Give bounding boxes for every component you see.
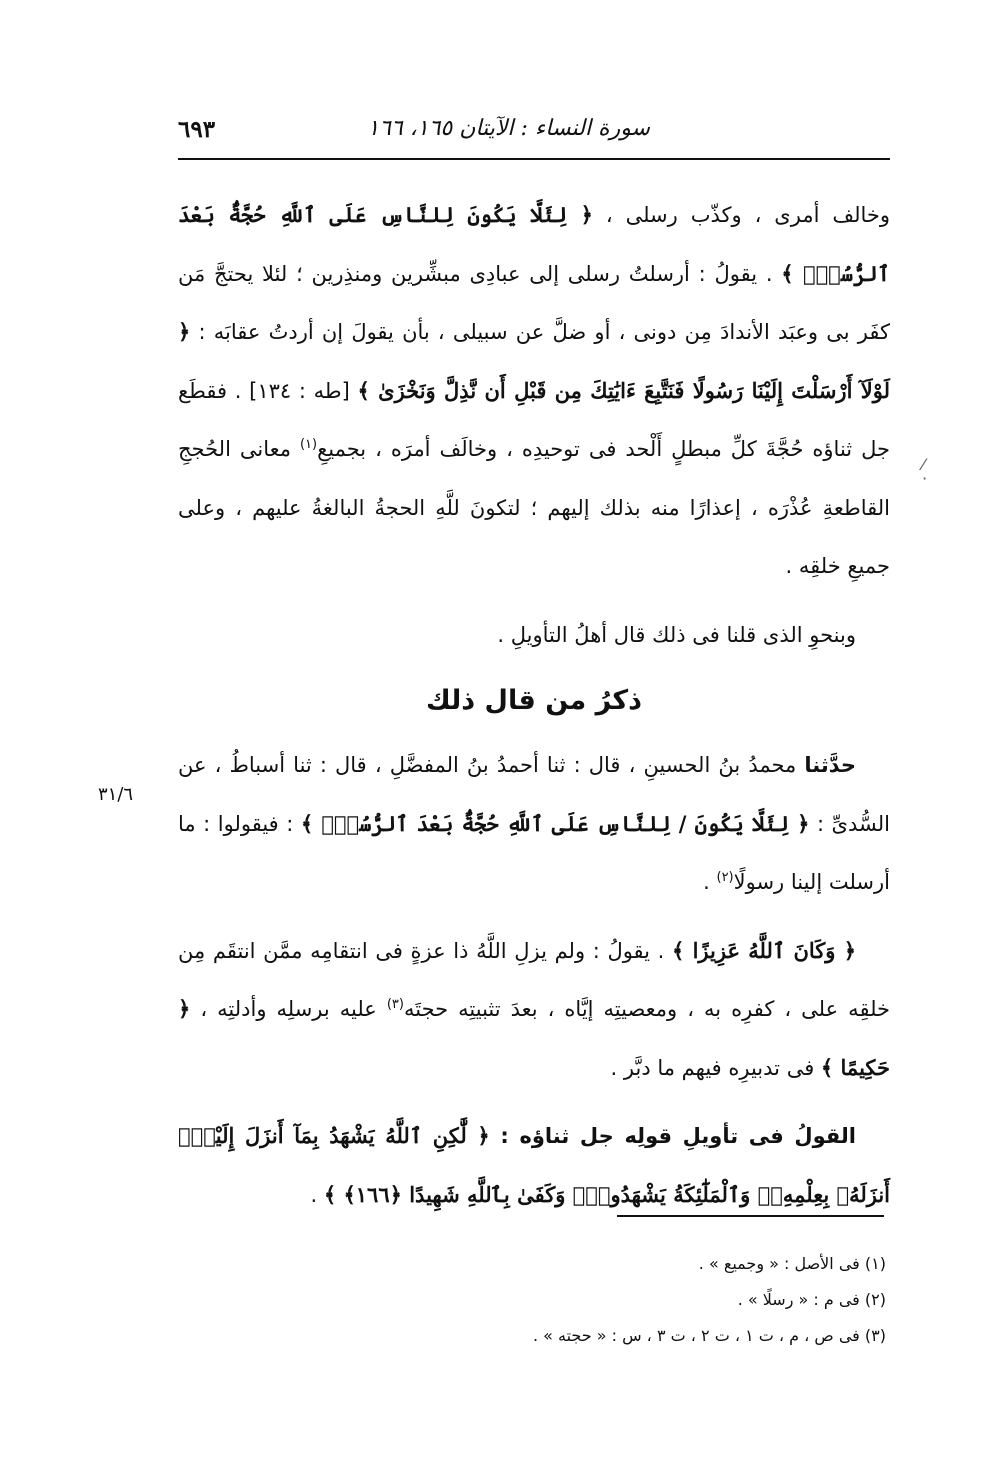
footnote-2: (٢) فى م : « رسلًا » . [737, 1290, 886, 1309]
text-run: محمدُ بنُ الحسينِ ، قال : ثنا أحمدُ بنُ المفضَّلِ ، قال : ثنا أسباطُ ، عن السُّدىِّ : [178, 753, 890, 836]
text-run: : فيقولوا : ما أرسلت إلينا رسولًا [178, 811, 890, 894]
text-run: معانى الحُججِ القاطعةِ عُذْرَه ، إعذارًا منه بذلك إليهم ؛ لتكونَ للَّهِ الحجةُ البالغةُ عليهم ، وعلى جميعِ خلقِه . [178, 437, 890, 578]
quran-quote: ﴿ لَوْلَآ أَرْسَلْتَ إِلَيْنَا رَسُولًا فَنَتَّبِعَ ءَايَٰتِكَ مِن قَبْلِ أَن نَّذِلَّ وَنَخْزَىٰ ﴾ [178, 319, 890, 403]
quran-quote: ﴿ لِئَلَّا يَكُونَ لِلنَّاسِ عَلَى ٱللَّهِ حُجَّةٌۢ بَعْدَ ٱلرُّسُلِۚ ﴾ [178, 202, 890, 286]
footnotes [178, 1246, 886, 1354]
main-text [178, 186, 890, 1224]
quran-quote: ﴿ وَكَانَ ٱللَّهُ عَزِيزًا ﴾ [672, 937, 856, 963]
text-run: . [703, 870, 717, 894]
paragraph-2: وبنحوِ الذى قلنا فى ذلك قال أهلُ التأويلِ . [497, 622, 856, 647]
quran-quote: ﴿ لَّٰكِنِ ٱللَّهُ يَشْهَدُ بِمَآ أَنزَلَ إِلَيْكَۖ أَنزَلَهُۥ بِعِلْمِهِۦۖ وَٱلْمَلَٰٓئِكَةُ يَشْهَدُونَۚ وَكَفَىٰ بِٱللَّهِ شَهِيدًا ﴿١٦٦﴾ ﴾ [178, 1123, 890, 1207]
page-number: ٦٩٣ [178, 116, 216, 143]
text-run: . يقولُ : أرسلتُ رسلى إلى عبادِى مبشِّرين ومنذِرين ؛ لئلا يحتجَّ مَن كفَر بى وعبَد الأندادَ مِن دونى ، أو ضلَّ عن سبيلى ، بأن يقولَ إن أردتُ عقابَه : [178, 261, 890, 344]
header-rule [178, 158, 890, 160]
text-run: عليه برسلِه وأدلتِه ، [190, 997, 387, 1021]
footnote-rule [617, 1215, 884, 1217]
section-lead: القولُ فى تأويلِ قولِه جل ثناؤه : [489, 1124, 856, 1148]
margin-volume-page-reference: ٣١/٦ [98, 784, 134, 805]
footnote-marker-3[interactable]: (٣) [386, 997, 404, 1012]
narration-lead: حدَّثنا [804, 753, 856, 777]
text-run: [طه : ١٣٤] . فقطَع جل ثناؤه حُجَّةَ كلِّ مبطلٍ أَلْحد فى توحيدِه ، وخالَف أمرَه ، بجميعِ [178, 378, 890, 461]
text-run: وخالف أمرى ، وكذّب رسلى ، [592, 203, 890, 227]
page-header [178, 112, 890, 152]
quran-quote: ﴿ حَكِيمًا ﴾ [178, 996, 890, 1080]
margin-ink-mark: ⁄ · [922, 455, 928, 488]
paragraph-4 [178, 922, 890, 1098]
paragraph-5 [178, 1107, 890, 1224]
paragraph-1 [178, 186, 890, 596]
text-run: . يقولُ : ولم يزلِ اللَّهُ ذا عزةٍ فى انتقامِه ممَّن انتقَم مِن خلقِه على ، كفرِه به ، ومعصيتِه إيَّاه ، بعدَ تثبيتِه حجتَه [178, 938, 891, 1021]
footnote-3: (٣) فى ص ، م ، ت ١ ، ت ٢ ، ت ٣ ، س : « حجته » . [532, 1326, 886, 1345]
paragraph-3 [178, 736, 890, 912]
text-run: . [310, 1182, 324, 1207]
text-run: فى تدبيرِه فيهم ما دبَّر . [610, 1055, 821, 1080]
footnote-marker-1[interactable]: (١) [299, 437, 318, 452]
running-title: سورة النساء : الآيتان ١٦٥، ١٦٦ [367, 116, 650, 141]
footnote-marker-2[interactable]: (٢) [716, 870, 734, 885]
quran-quote: ﴿ لِئَلَّا يَكُونَ / لِلنَّاسِ عَلَى ٱللَّهِ حُجَّةٌۢ بَعْدَ ٱلرُّسُلِۚ ﴾ [300, 810, 810, 836]
section-heading: ذكرُ من قال ذلك [426, 685, 642, 716]
footnote-1: (١) فى الأصل : « وجميع » . [698, 1254, 886, 1273]
